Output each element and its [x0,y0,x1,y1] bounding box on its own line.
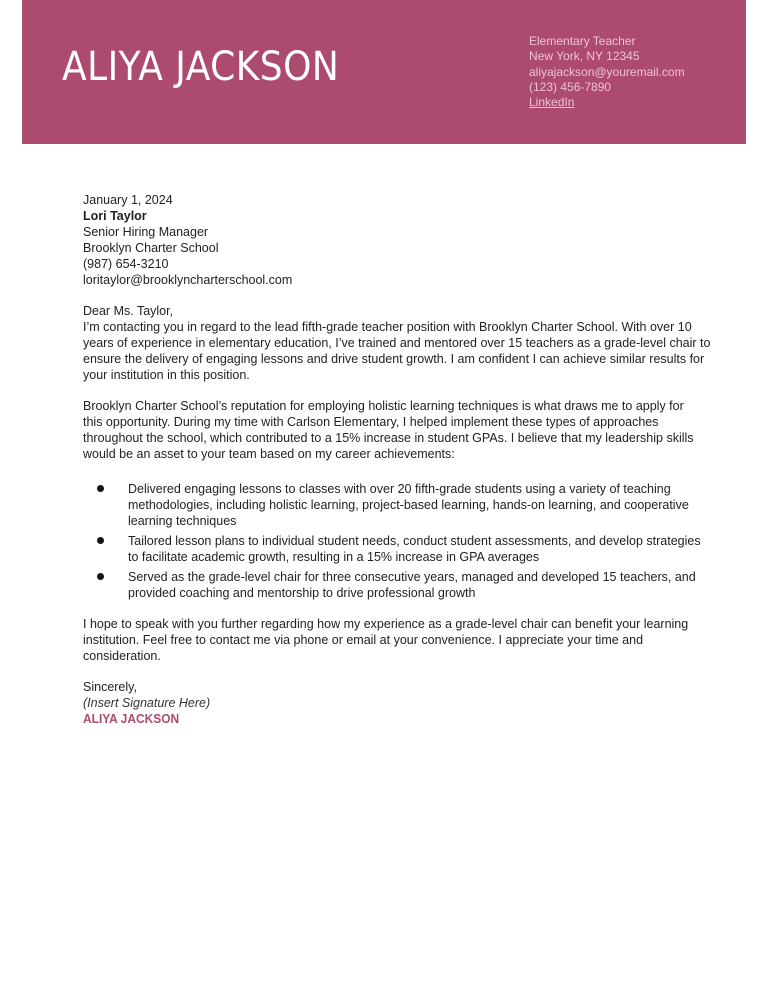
applicant-name: ALIYA JACKSON [62,44,340,90]
recipient-email: loritaylor@brooklyncharterschool.com [83,273,293,287]
phone-number: (123) 456-7890 [529,79,612,94]
list-item-line: to facilitate academic growth, resulting in a 15% increase in GPA averages [128,550,540,564]
bullet-icon [97,485,104,492]
paragraph-line: would be an asset to your team based on my career achievements: [83,447,455,461]
contact-block [529,34,685,110]
paragraph-line: consideration. [83,649,161,663]
recipient-phone: (987) 654-3210 [83,257,169,271]
list-item [83,533,701,565]
list-item-line: Served as the grade-level chair for three consecutive years, managed and developed 15 teachers, and [128,570,696,584]
recipient-block [83,208,683,288]
location: New York, NY 12345 [529,49,640,64]
list-item-line: provided coaching and mentorship to drive professional growth [128,586,476,600]
letter-body [83,192,711,727]
list-item [83,569,696,601]
recipient-title: Senior Hiring Manager [83,225,209,239]
bullet-icon [97,573,104,580]
recipient-organization: Brooklyn Charter School [83,241,219,255]
signature-placeholder: (Insert Signature Here) [83,696,211,710]
paragraph-line: your institution in this position. [83,368,250,382]
achievement-list [83,481,701,601]
paragraph-line: years of experience in elementary education, I’ve trained and mentored over 15 teachers as a grade-level chair to [83,336,711,350]
list-item-line: Delivered engaging lessons to classes with over 20 fifth-grade students using a variety of teaching [128,482,671,496]
paragraph-closing [83,616,689,664]
job-title: Elementary Teacher [529,34,636,48]
linkedin-link[interactable]: LinkedIn [529,95,575,110]
paragraph-reputation [83,398,694,462]
paragraph-line: institution. Feel free to contact me via phone or email at your convenience. I appreciate your time and [83,633,644,647]
bullet-icon [97,537,104,544]
paragraph-line: this opportunity. During my time with Carlson Elementary, I helped implement these types of approaches [83,415,659,429]
paragraph-line: Brooklyn Charter School’s reputation for employing holistic learning techniques is what draws me to apply for [83,399,684,413]
paragraph-line: I hope to speak with you further regarding how my experience as a grade-level chair can benefit your learning [83,617,689,631]
list-item [83,481,689,529]
paragraph-line: throughout the school, which contributed to a 15% increase in student GPAs. I believe that my leadership skills [83,431,694,445]
paragraph-line: ensure the delivery of engaging lessons and drive student growth. I am confident I can achieve similar results for [83,352,705,366]
email-address[interactable]: aliyajackson@youremail.com [529,64,685,79]
list-item-line: learning techniques [128,514,237,528]
signature-name: ALIYA JACKSON [83,711,180,726]
paragraph-line: I’m contacting you in regard to the lead fifth-grade teacher position with Brooklyn Charter School. With over 10 [83,320,692,334]
letter-date: January 1, 2024 [83,193,173,207]
list-item-line: methodologies, including holistic learning, project-based learning, hands-on learning, and cooperative [128,498,689,512]
paragraph-intro [83,319,711,383]
list-item-line: Tailored lesson plans to individual student needs, conduct student assessments, and develop strategies [128,534,701,548]
recipient-name: Lori Taylor [83,209,147,223]
sign-off: Sincerely, [83,680,137,694]
greeting: Dear Ms. Taylor, [83,304,174,318]
